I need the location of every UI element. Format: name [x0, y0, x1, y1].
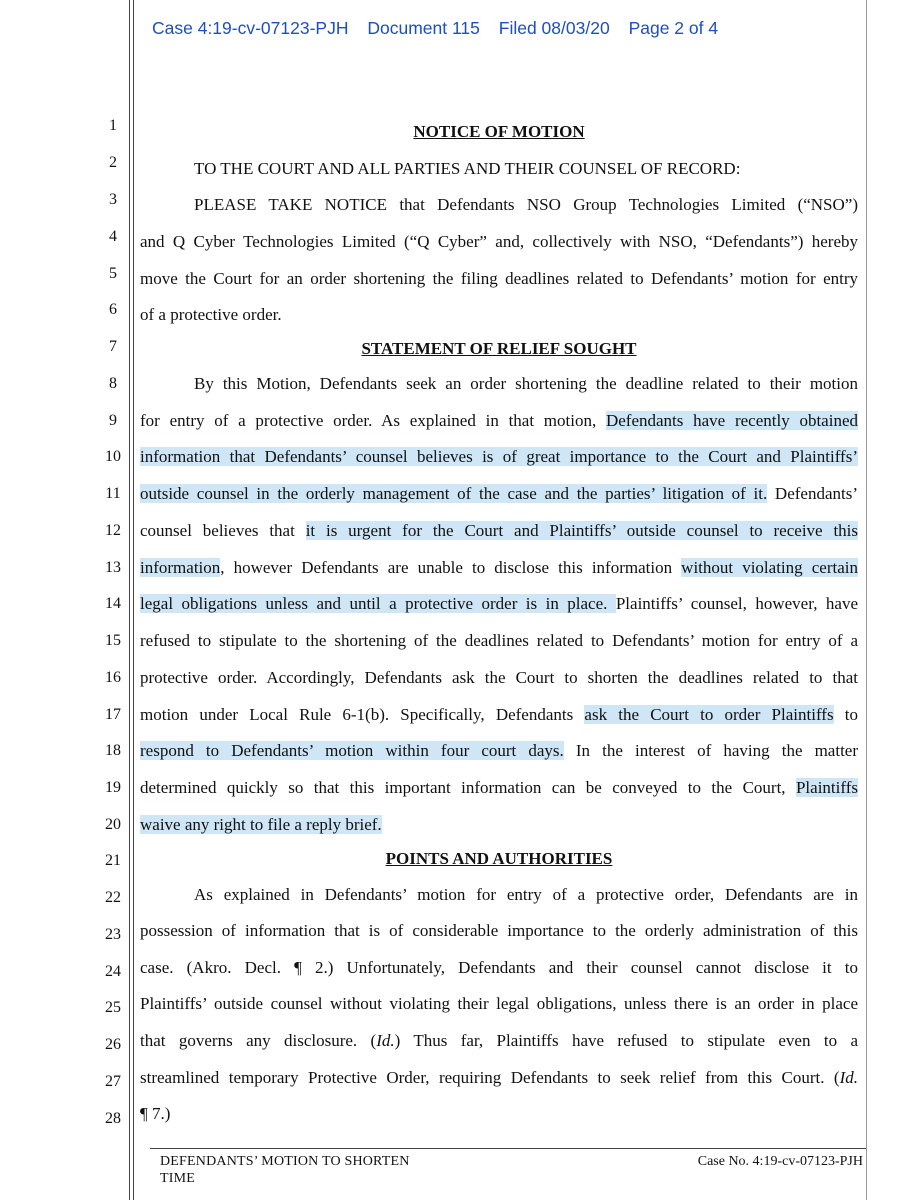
highlight: Plaintiffs	[795, 778, 858, 797]
body-line-16: protective order. Accordingly, Defendants ask the Court to shorten the deadlines related to that	[140, 668, 858, 687]
highlight: information that Defendants’ counsel believes is of great importance to the Court and Plaintiffs’	[140, 447, 858, 466]
body-line-13: information, however Defendants are unable to disclose this information without violating certain	[140, 558, 858, 577]
body-line-20	[140, 813, 858, 837]
line-number: 14	[105, 595, 121, 612]
line-number: 28	[105, 1110, 121, 1127]
line-number: 8	[109, 375, 117, 392]
line-number: 13	[105, 559, 121, 576]
body-line-4: and Q Cyber Technologies Limited (“Q Cyber” and, collectively with NSO, “Defendants”) hereby	[140, 232, 858, 251]
margin-rule-left-inner	[133, 0, 134, 1200]
highlight: information	[140, 558, 221, 577]
line-number: 2	[109, 154, 117, 171]
body-line-28: ¶ 7.)	[140, 1104, 171, 1123]
points-authorities-heading: POINTS AND AUTHORITIES	[385, 849, 613, 868]
body-line-3: PLEASE TAKE NOTICE that Defendants NSO Group Technologies Limited (“NSO”)	[194, 195, 858, 214]
body-line-11: outside counsel in the orderly management of the case and the parties’ litigation of it. Defendants’	[140, 484, 859, 503]
ecf-header	[152, 18, 852, 42]
highlight: Defendants have recently obtained	[605, 411, 858, 430]
footer-rule	[150, 1148, 866, 1149]
relief-sought-heading: STATEMENT OF RELIEF SOUGHT	[361, 339, 637, 358]
footer-case-number: Case No. 4:19-cv-07123-PJH	[697, 1154, 863, 1169]
line-number: 27	[105, 1073, 121, 1090]
body-line-2: TO THE COURT AND ALL PARTIES AND THEIR COUNSEL OF RECORD:	[194, 159, 741, 178]
line-number: 21	[105, 852, 121, 869]
body-line-18: respond to Defendants’ motion within four court days. In the interest of having the matter	[140, 741, 859, 760]
header-filed: Filed 08/03/20	[498, 18, 610, 38]
body-line-23: possession of information that is of considerable importance to the orderly administration of this	[140, 921, 858, 940]
line-number: 26	[105, 1036, 121, 1053]
footer-title-line-2: TIME	[160, 1171, 196, 1186]
line-number: 1	[109, 117, 117, 134]
body-line-27: streamlined temporary Protective Order, requiring Defendants to seek relief from this Court. (Id.	[140, 1068, 858, 1087]
line-number: 24	[105, 963, 121, 980]
line-number: 16	[105, 669, 121, 686]
line-number: 3	[109, 191, 117, 208]
line-number: 18	[105, 742, 121, 759]
footer-title-line-1: DEFENDANTS’ MOTION TO SHORTEN	[160, 1154, 410, 1169]
highlight: it is urgent for the Court and Plaintiffs’ outside counsel to receive this	[305, 521, 859, 540]
notice-of-motion-heading: NOTICE OF MOTION	[413, 122, 585, 141]
line-number: 22	[105, 889, 121, 906]
body-line-14: legal obligations unless and until a protective order is in place. Plaintiffs’ counsel, however, have	[140, 594, 858, 613]
highlight: without violating certain	[681, 558, 858, 577]
highlight: outside counsel in the orderly management of the case and the parties’ litigation of it.	[140, 484, 768, 503]
line-number: 20	[105, 816, 121, 833]
highlight: waive any right to file a reply brief.	[140, 815, 382, 834]
body-line-8: By this Motion, Defendants seek an order shortening the deadline related to their motion	[194, 374, 858, 393]
body-line-19: determined quickly so that this important information can be conveyed to the Court, Plaintiffs	[140, 778, 858, 797]
highlight: ask the Court to order Plaintiffs	[584, 705, 834, 724]
line-number: 5	[109, 265, 117, 282]
header-page: Page 2 of 4	[628, 18, 719, 38]
body-line-15: refused to stipulate to the shortening of the deadlines related to Defendants’ motion for entry of a	[140, 631, 858, 650]
body-line-10	[140, 445, 858, 469]
body-line-6: of a protective order.	[140, 305, 282, 324]
line-number: 4	[109, 228, 117, 245]
margin-rule-left-outer	[129, 0, 130, 1200]
line-number: 10	[105, 448, 121, 465]
line-number: 25	[105, 999, 121, 1016]
header-case: Case 4:19-cv-07123-PJH	[152, 18, 349, 38]
highlight: respond to Defendants’ motion within four court days.	[140, 741, 564, 760]
line-number: 23	[105, 926, 121, 943]
body-line-5: move the Court for an order shortening the filing deadlines related to Defendants’ motion for entry	[140, 269, 858, 288]
line-number: 12	[105, 522, 121, 539]
footer-document-title	[160, 1153, 460, 1187]
body-line-24: case. (Akro. Decl. ¶ 2.) Unfortunately, Defendants and their counsel cannot disclose it to	[140, 958, 858, 977]
line-number: 7	[109, 338, 117, 355]
line-number: 15	[105, 632, 121, 649]
header-document: Document 115	[367, 18, 480, 38]
body-line-17: motion under Local Rule 6-1(b). Specifically, Defendants ask the Court to order Plaintiffs to	[140, 705, 858, 724]
line-number: 9	[109, 412, 117, 429]
body-line-25: Plaintiffs’ outside counsel without violating their legal obligations, unless there is an order in place	[140, 994, 858, 1013]
margin-rule-right	[866, 0, 867, 1200]
highlight: legal obligations unless and until a protective order is in place.	[140, 594, 616, 613]
line-number: 19	[105, 779, 121, 796]
body-line-22: As explained in Defendants’ motion for entry of a protective order, Defendants are in	[194, 885, 858, 904]
body-line-12: counsel believes that it is urgent for the Court and Plaintiffs’ outside counsel to receive this	[140, 521, 859, 540]
line-number: 11	[105, 485, 121, 502]
body-line-26: that governs any disclosure. (Id.) Thus far, Plaintiffs have refused to stipulate even to a	[140, 1031, 858, 1050]
line-number: 6	[109, 301, 117, 318]
body-line-9: for entry of a protective order. As explained in that motion, Defendants have recently obtained	[140, 411, 858, 430]
line-number: 17	[105, 706, 121, 723]
